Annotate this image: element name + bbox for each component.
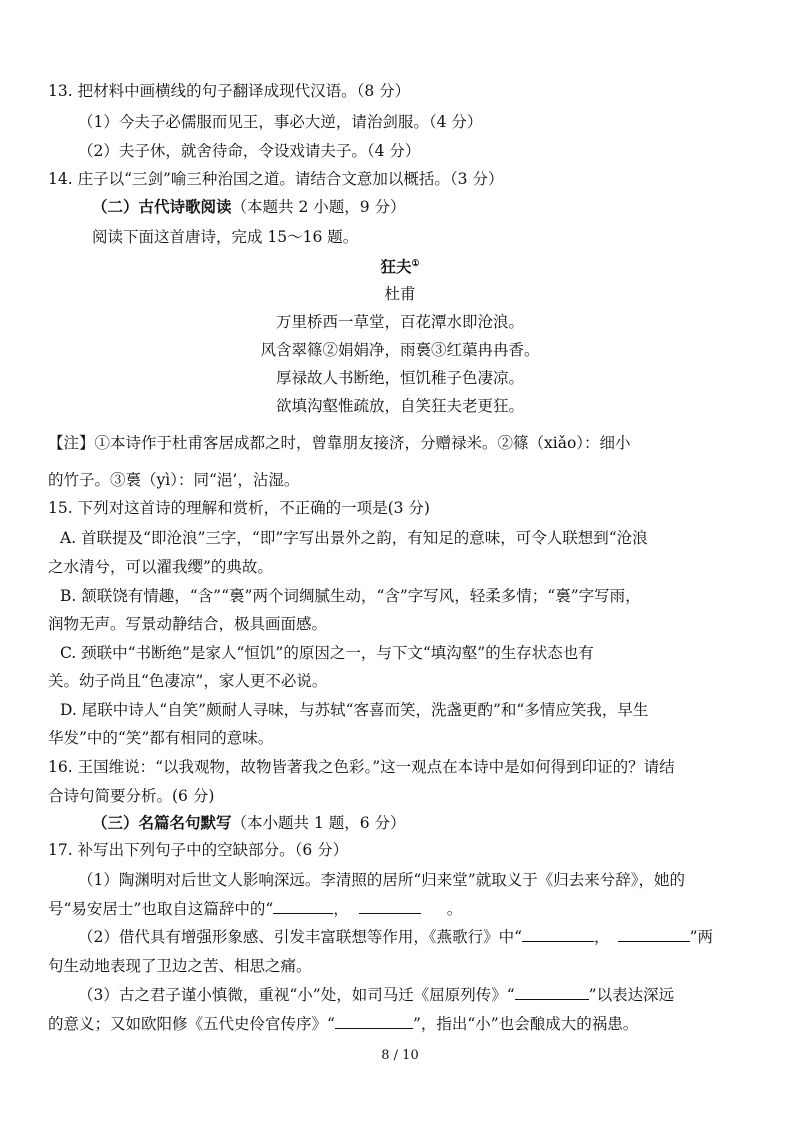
q17-item2-line-2: 句生动地表现了卫边之苦、相思之痛。 [48, 957, 312, 975]
q16-line-2: 合诗句简要分析。(6 分) [48, 787, 215, 805]
q15-option-c-line-1: C. 颈联中“书断绝”是家人“恒饥”的原因之一，与下文“填沟壑”的生存状态也有 [60, 644, 594, 662]
page-number: 8 / 10 [381, 1048, 419, 1063]
answer-blank-6[interactable] [335, 1014, 413, 1029]
poem-line-3: 厚禄故人书断绝，恒饥稚子色凄凉。 [275, 369, 524, 387]
q17-item2-line-1 [78, 926, 713, 948]
q13-sub1: （1）今夫子必儒服而见王，事必大逆，请治剑服。（4 分） [78, 113, 483, 131]
annotation-line-1: 【注】①本诗作于杜甫客居成都之时，曾靠朋友接济，分赠禄米。②篠（xiǎo）：细小 [48, 434, 631, 452]
answer-blank-5[interactable] [515, 985, 589, 1000]
annotation-line-2: 的竹子。③裛（yì）：同“浥’，沾湿。 [48, 471, 300, 489]
q16-line-1: 16. 王国维说：“以我观物，故物皆著我之色彩。”这一观点在本诗中是如何得到印证的？请结 [48, 758, 675, 776]
poem-line-4: 欲填沟壑惟疏放，自笑狂夫老更狂。 [275, 397, 524, 415]
q17-item2-end: ”两 [689, 928, 713, 946]
q17-item1-line-1: （1）陶渊明对后世文人影响深远。李清照的居所“归来堂”就取义于《归去来兮辞》，她的 [78, 871, 685, 889]
q15-option-a-line-1: A. 首联提及“即沧浪”三字，“即”字写出景外之韵，有知足的意味，可令人联想到“沧浪 [60, 529, 648, 547]
section3-heading [92, 812, 406, 834]
q17-item3-text: （3）古之君子谨小慎微，重视“小”处，如司马迁《屈原列传》“ [78, 986, 515, 1004]
section2-heading [92, 196, 406, 218]
section3-note: （本小题共 1 题，6 分） [231, 814, 406, 832]
section2-note: （本题共 2 小题，9 分） [231, 198, 406, 216]
poem-title [0, 253, 800, 278]
q17-item1-line-2 [48, 898, 462, 920]
q17-item1-text: 号“易安居士”也取自这篇辞中的“ [48, 900, 274, 918]
answer-blank-4[interactable] [618, 927, 690, 942]
section3-title: （三）名篇名句默写 [92, 813, 232, 832]
poem-author: 杜甫 [384, 285, 416, 303]
poem-title-note-mark: ① [411, 259, 420, 269]
q17-stem: 17. 补写出下列句子中的空缺部分。（6 分） [48, 841, 349, 859]
q15-option-c-line-2: 关。幼子尚且“色凄凉”，家人更不必说。 [48, 672, 328, 690]
q15-option-d-line-1: D. 尾联中诗人“自笑”颇耐人寻味，与苏轼“客喜而笑，洗盏更酌”和“多情应笑我，早生 [60, 701, 649, 719]
answer-blank-2[interactable] [359, 899, 421, 914]
q15-option-b-line-1: B. 颔联饶有情趣，“含”“裛”两个词绸腻生动，“含”字写风，轻柔多情；“裛”字写雨， [60, 587, 641, 605]
q15-option-a-line-2: 之水清兮，可以濯我缨”的典故。 [48, 558, 273, 576]
q15-option-b-line-2: 润物无声。写景动静结合，极具画面感。 [48, 615, 328, 633]
q13-stem: 13. 把材料中画横线的句子翻译成现代汉语。（8 分） [48, 82, 411, 100]
q15-stem: 15. 下列对这首诗的理解和赏析，不正确的一项是(3 分) [48, 499, 430, 517]
answer-blank-1[interactable] [273, 899, 333, 914]
q17-item3-line-2 [48, 1013, 638, 1035]
q17-item3-line-1 [78, 984, 674, 1006]
q17-item3-text-2: 的意义；又如欧阳修《五代史伶官传序》“ [48, 1015, 335, 1033]
q17-item3-end-2: ”，指出“小”也会酿成大的祸患。 [412, 1015, 639, 1033]
answer-blank-3[interactable] [522, 927, 594, 942]
q13-sub2: （2）夫子休，就舍待命，令设戏请夫子。（4 分） [78, 142, 421, 160]
section2-title: （二）古代诗歌阅读 [92, 197, 232, 216]
q17-item2-text: （2）借代具有增强形象感、引发丰富联想等作用，《燕歌行》中“ [78, 928, 523, 946]
poem-line-1: 万里桥西一草堂，百花潭水即沧浪。 [275, 313, 524, 331]
q17-item3-end: ”以表达深远 [588, 986, 675, 1004]
poem-line-2: 风含翠篠②娟娟净，雨裛③红蕖冉冉香。 [260, 341, 540, 359]
q17-item2-sep: ， [594, 928, 610, 946]
q17-item1-end: 。 [446, 900, 463, 918]
section2-intro: 阅读下面这首唐诗，完成 15～16 题。 [92, 228, 359, 246]
q14-stem: 14. 庄子以“三剑”喻三种治国之道。请结合文意加以概括。（3 分） [48, 170, 504, 188]
poem-title-text: 狂夫 [380, 257, 412, 277]
q17-item1-sep: ， [333, 900, 349, 918]
q15-option-d-line-2: 华发”中的“笑”都有相同的意味。 [48, 729, 274, 747]
